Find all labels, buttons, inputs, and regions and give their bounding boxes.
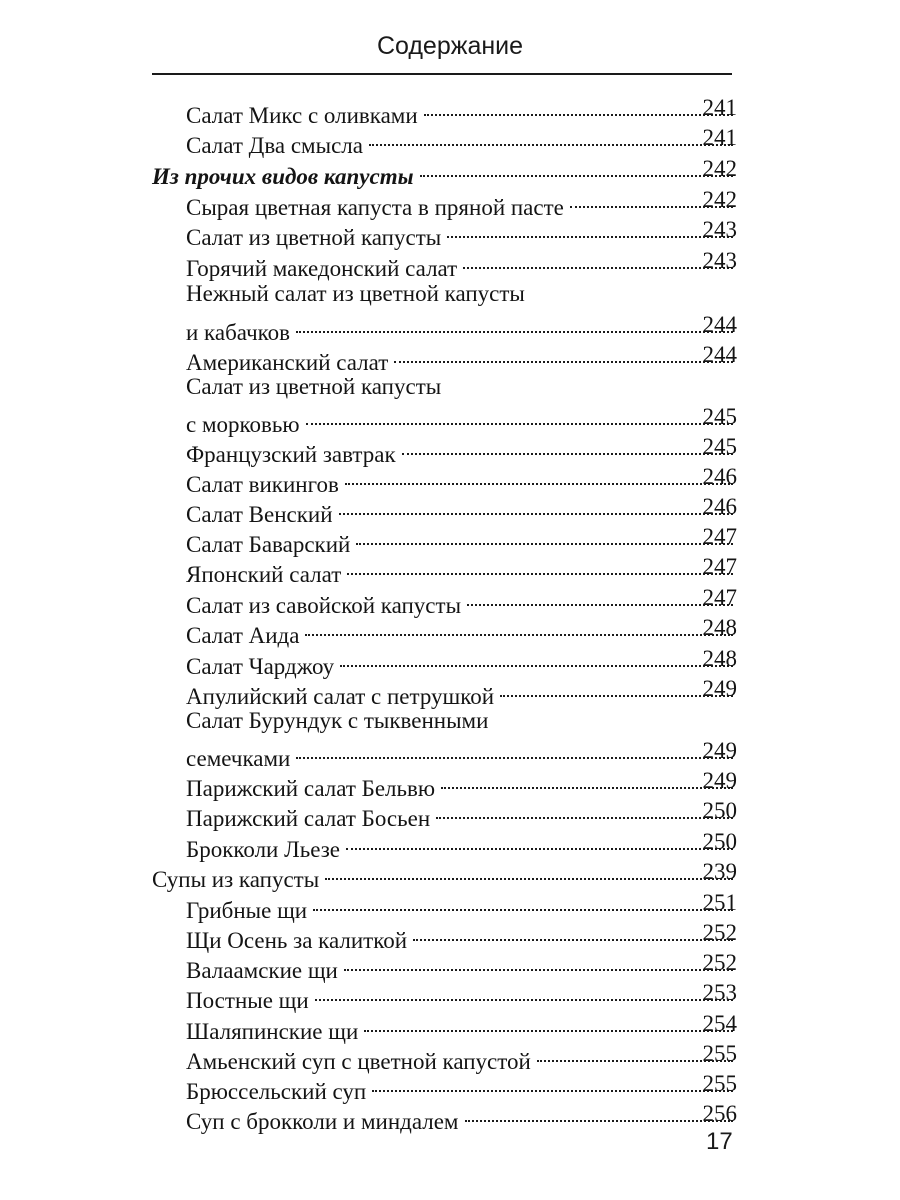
toc-entry-title: Японский салат: [186, 562, 342, 587]
toc-entry: [0, 978, 900, 1013]
toc-entry-title: Салат из савойской капусты: [186, 593, 462, 618]
toc-entry-title-line1: Салат из цветной капусты: [186, 374, 442, 399]
leader-dots: [413, 918, 733, 948]
toc-entry-page: 256: [702, 1101, 737, 1126]
toc-entry: [0, 1039, 900, 1074]
toc-entry: [0, 185, 900, 220]
toc-entry: [0, 613, 900, 648]
toc-entry: [0, 948, 900, 983]
toc-entry: [0, 492, 900, 527]
toc-entry-page: 255: [702, 1041, 737, 1066]
toc-entry-title-line1: Нежный салат из цветной капусты: [186, 281, 525, 306]
toc-entry-title: Салат Венский: [186, 502, 333, 527]
toc-entry-page: 248: [702, 615, 737, 640]
leader-dots: [369, 123, 733, 153]
toc-entry-title: Салат викингов: [186, 472, 339, 497]
toc-entry-title: Американский салат: [186, 350, 389, 375]
toc-entry-title: семечками: [186, 746, 291, 771]
toc-entry-page: 249: [702, 738, 737, 763]
toc-entry-page: 250: [702, 829, 737, 854]
toc-entry-page: 253: [702, 980, 737, 1005]
toc-entry: [0, 1009, 900, 1044]
toc-entry-title: Парижский салат Бельвю: [186, 776, 436, 801]
toc-entry-page: 243: [702, 248, 737, 273]
toc-entry: [0, 918, 900, 953]
toc-entry-page: 248: [702, 646, 737, 671]
leader-dots: [305, 613, 733, 643]
toc-entry-title: Горячий македонский салат: [186, 256, 458, 281]
toc-entry-page: 241: [702, 125, 737, 150]
toc-entry: [0, 644, 900, 679]
toc-entry-page: 242: [702, 156, 737, 181]
toc-section-heading: [0, 154, 900, 189]
leader-dots: [339, 492, 733, 522]
leader-dots: [306, 402, 733, 432]
toc-entry-title: Шаляпинские щи: [186, 1019, 359, 1044]
toc-entry-page: 249: [702, 676, 737, 701]
toc-entry: [0, 340, 900, 375]
toc-entry-title: Щи Осень за калиткой: [186, 928, 408, 953]
leader-dots: [340, 644, 733, 674]
toc-entry-title: Салат Два смысла: [186, 133, 363, 158]
toc-entry-page: 255: [702, 1071, 737, 1096]
toc-entry: [0, 888, 900, 923]
toc-entry: [0, 310, 900, 345]
toc-entry: [0, 552, 900, 587]
leader-dots: [325, 857, 733, 887]
toc-entry-title: Суп с брокколи и миндалем: [186, 1109, 459, 1134]
toc-entry-title: Апулийский салат с петрушкой: [186, 684, 495, 709]
toc-entry-page: 252: [702, 950, 737, 975]
toc-entry-title: с морковью: [186, 412, 300, 437]
header-rule: [152, 73, 732, 75]
toc-entry-title: и кабачков: [186, 320, 291, 345]
leader-dots: [356, 522, 733, 552]
toc-entry-first-line: [0, 706, 900, 736]
toc-entry-title: Брюссельский суп: [186, 1079, 367, 1104]
toc-entry-title: Салат Аида: [186, 623, 300, 648]
toc-entry: [0, 402, 900, 437]
toc-entry: [0, 522, 900, 557]
toc-entry-title: Амьенский суп с цветной капустой: [186, 1049, 531, 1074]
toc-entry: [0, 674, 900, 709]
toc-entry-title: Грибные щи: [186, 898, 308, 923]
toc-entry-title: Французский завтрак: [186, 442, 396, 467]
toc-entry-title: Парижский салат Босьен: [186, 806, 431, 831]
toc-entry: [0, 827, 900, 862]
toc-entry-title: Сырая цветная капуста в пряной пасте: [186, 195, 564, 220]
toc-entry-page: 246: [702, 464, 737, 489]
toc-entry-title: Салат Микс с оливками: [186, 103, 418, 128]
toc-entry-page: 246: [702, 494, 737, 519]
toc-entry-title: Салат Баварский: [186, 532, 351, 557]
leader-dots: [364, 1009, 733, 1039]
toc-entry-title: Постные щи: [186, 988, 309, 1013]
toc-entry-title-line1: Салат Бурундук с тыквенными: [186, 708, 489, 733]
leader-dots: [315, 978, 733, 1008]
page-header: Содержание: [376, 32, 524, 60]
toc-entry: [0, 736, 900, 771]
leader-dots: [402, 432, 733, 462]
toc-entry-page: 245: [702, 434, 737, 459]
toc-section-title: Из прочих видов капусты: [152, 164, 414, 189]
toc-entry: [0, 246, 900, 281]
toc-entry: [0, 93, 900, 128]
toc-entry-page: 251: [702, 890, 737, 915]
toc-entry-page: 241: [702, 95, 737, 120]
toc-entry: [0, 766, 900, 801]
toc-entry-title: Салат Чарджоу: [186, 654, 335, 679]
page-number: 17: [706, 1128, 733, 1155]
toc-entry-page: 249: [702, 768, 737, 793]
toc-entry-page: 245: [702, 404, 737, 429]
leader-dots: [345, 462, 733, 492]
leader-dots: [420, 154, 733, 184]
leader-dots: [372, 1069, 733, 1099]
toc-entry-title: Валаамские щи: [186, 958, 338, 983]
toc-entry-page: 252: [702, 920, 737, 945]
toc-entry: [0, 432, 900, 467]
leader-dots: [344, 948, 733, 978]
toc-entry-page: 247: [702, 585, 737, 610]
toc-entry-title: Салат из цветной капусты: [186, 225, 442, 250]
toc-entry-page: 242: [702, 187, 737, 212]
toc-section-title: Супы из капусты: [152, 867, 320, 892]
toc-entry-page: 254: [702, 1011, 737, 1036]
leader-dots: [346, 827, 733, 857]
toc-entry-page: 247: [702, 524, 737, 549]
leader-dots: [394, 340, 733, 370]
toc-entry-first-line: [0, 372, 900, 402]
toc-entry-page: 247: [702, 554, 737, 579]
leader-dots: [296, 310, 733, 340]
toc-entry: [0, 123, 900, 158]
toc-entry: [0, 462, 900, 497]
toc-entry: [0, 1069, 900, 1104]
toc-section-heading: [0, 857, 900, 892]
toc-entry: [0, 796, 900, 831]
toc-entry-page: 244: [702, 312, 737, 337]
toc-entry-page: 250: [702, 798, 737, 823]
toc-entry-title: Брокколи Льезе: [186, 837, 340, 862]
toc-entry-page: 239: [702, 859, 737, 884]
leader-dots: [296, 736, 733, 766]
toc-entry-page: 244: [702, 342, 737, 367]
toc-entry: [0, 583, 900, 618]
toc-entry-first-line: [0, 279, 900, 309]
toc-entry: [0, 1099, 900, 1134]
toc-entry: [0, 215, 900, 250]
toc-entry-page: 243: [702, 217, 737, 242]
leader-dots: [313, 888, 733, 918]
leader-dots: [347, 552, 733, 582]
